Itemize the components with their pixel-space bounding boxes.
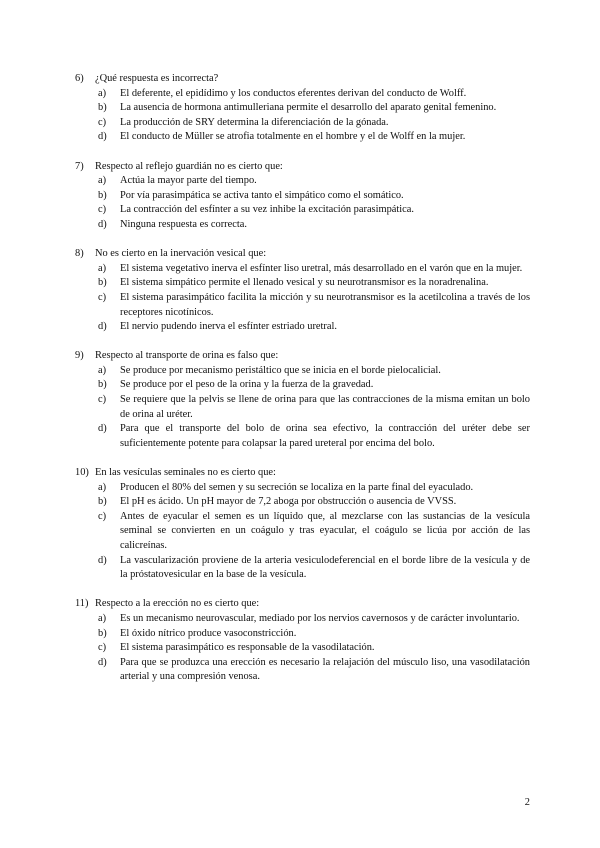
option-c bbox=[75, 510, 530, 554]
option-label: d) bbox=[98, 131, 107, 143]
question-number: 8) bbox=[75, 248, 84, 260]
option-label: b) bbox=[98, 277, 107, 289]
option-label: d) bbox=[98, 218, 107, 230]
option-c bbox=[75, 393, 530, 422]
option-text: La contracción del esfínter a su vez inhibe la excitación parasimpática. bbox=[120, 204, 414, 216]
option-label: c) bbox=[98, 204, 107, 216]
option-label: a) bbox=[98, 481, 107, 493]
option-text: La producción de SRY determina la diferenciación de la gónada. bbox=[120, 116, 389, 128]
option-text: El pH es ácido. Un pH mayor de 7,2 aboga por obstrucción o ausencia de VVSS. bbox=[120, 496, 457, 508]
option-label: d) bbox=[98, 423, 107, 435]
option-text: La ausencia de hormona antimulleriana permite el desarrollo del aparato genital femenino. bbox=[120, 102, 497, 114]
option-a bbox=[75, 262, 530, 277]
option-a bbox=[75, 481, 530, 496]
option-d bbox=[75, 320, 530, 335]
option-label: d) bbox=[98, 321, 107, 333]
option-label: a) bbox=[98, 175, 107, 187]
option-text: Producen el 80% del semen y su secreción se localiza en la parte final del eyaculado. bbox=[120, 481, 474, 493]
option-text: Se requiere que la pelvis se llene de orina para que las contracciones de la misma emitan un bolo de orina al uréter. bbox=[120, 394, 530, 420]
option-label: b) bbox=[98, 189, 107, 201]
page-body bbox=[75, 72, 530, 700]
option-c bbox=[75, 116, 530, 131]
option-c bbox=[75, 291, 530, 320]
question-8 bbox=[75, 247, 530, 335]
option-text: El sistema simpático permite el llenado vesical y su neurotransmisor es la noradrenalina. bbox=[120, 277, 489, 289]
option-a bbox=[75, 174, 530, 189]
option-text: Es un mecanismo neurovascular, mediado por los nervios cavernosos y de carácter involuntario. bbox=[120, 612, 520, 624]
option-label: b) bbox=[98, 496, 107, 508]
option-b bbox=[75, 189, 530, 204]
option-a bbox=[75, 612, 530, 627]
question-text: Respecto al transporte de orina es falso que: bbox=[95, 350, 279, 362]
question-number: 10) bbox=[75, 467, 89, 479]
question-text: ¿Qué respuesta es incorrecta? bbox=[95, 73, 219, 84]
option-label: a) bbox=[98, 364, 107, 376]
question-number: 6) bbox=[75, 73, 84, 84]
option-text: La vascularización proviene de la arteria vesiculodeferencial en el borde libre de la vesícula y de la próstatovesicular en la base de la vesícula. bbox=[120, 554, 530, 581]
question-text: En las vesículas seminales no es cierto que: bbox=[95, 467, 276, 479]
option-label: c) bbox=[98, 394, 107, 406]
option-c bbox=[75, 203, 530, 218]
question-text: Respecto a la erección no es cierto que: bbox=[95, 598, 260, 610]
option-d bbox=[75, 554, 530, 583]
option-text: El sistema parasimpático es responsable de la vasodilatación. bbox=[120, 642, 375, 654]
option-text: Se produce por mecanismo peristáltico que se inicia en el borde pielocalicial. bbox=[120, 364, 441, 376]
option-text: El óxido nítrico produce vasoconstricción. bbox=[120, 627, 297, 639]
option-text: El deferente, el epidídimo y los conductos eferentes derivan del conducto de Wolff. bbox=[120, 87, 467, 99]
option-text: El sistema vegetativo inerva el esfínter liso uretral, más desarrollado en el varón que en la mujer. bbox=[120, 262, 523, 274]
option-label: b) bbox=[98, 102, 107, 114]
question-11 bbox=[75, 597, 530, 685]
option-text: Antes de eyacular el semen es un líquido que, al mezclarse con las sustancias de la vesícula seminal se convierten en un coágulo y tras eyacular, el coágulo se licúa por acción de las calicreínas. bbox=[120, 510, 530, 551]
option-label: c) bbox=[98, 510, 107, 522]
question-7 bbox=[75, 160, 530, 233]
option-text: Para que el transporte del bolo de orina sea efectivo, la contracción del uréter debe ser suficientemente potente para colapsar la pared ureteral por encima del bolo. bbox=[120, 423, 530, 449]
option-a bbox=[75, 87, 530, 102]
option-label: d) bbox=[98, 656, 107, 668]
option-text: El sistema parasimpático facilita la micción y su neurotransmisor es la acetilcolina a través de los receptores nicotínicos. bbox=[120, 291, 530, 318]
option-b bbox=[75, 495, 530, 510]
question-text: No es cierto en la inervación vesical que: bbox=[95, 248, 267, 260]
option-text: El conducto de Müller se atrofia totalmente en el hombre y el de Wolff en la mujer. bbox=[120, 131, 466, 143]
option-d bbox=[75, 422, 530, 451]
option-d bbox=[75, 656, 530, 685]
page-number: 2 bbox=[524, 797, 530, 808]
option-label: a) bbox=[98, 612, 107, 624]
question-number: 11) bbox=[75, 598, 89, 610]
question-number: 9) bbox=[75, 350, 84, 362]
option-c bbox=[75, 641, 530, 656]
question-9 bbox=[75, 349, 530, 451]
option-label: c) bbox=[98, 116, 107, 128]
option-b bbox=[75, 378, 530, 393]
question-text: Respecto al reflejo guardián no es cierto que: bbox=[95, 160, 283, 172]
option-label: a) bbox=[98, 87, 107, 99]
option-a bbox=[75, 364, 530, 379]
option-b bbox=[75, 101, 530, 116]
option-label: d) bbox=[98, 554, 107, 566]
option-b bbox=[75, 627, 530, 642]
option-label: a) bbox=[98, 262, 107, 274]
option-text: Actúa la mayor parte del tiempo. bbox=[120, 175, 257, 187]
option-label: b) bbox=[98, 379, 107, 391]
option-text: Para que se produzca una erección es necesario la relajación del músculo liso, una vasodilatación arterial y una compresión venosa. bbox=[120, 656, 530, 683]
option-text: El nervio pudendo inerva el esfínter estriado uretral. bbox=[120, 321, 337, 333]
option-label: b) bbox=[98, 627, 107, 639]
option-label: c) bbox=[98, 291, 107, 303]
option-b bbox=[75, 276, 530, 291]
question-10 bbox=[75, 466, 530, 583]
option-d bbox=[75, 130, 530, 145]
question-6 bbox=[75, 72, 530, 145]
question-number: 7) bbox=[75, 160, 84, 172]
option-text: Se produce por el peso de la orina y la fuerza de la gravedad. bbox=[120, 379, 374, 391]
option-text: Por vía parasimpática se activa tanto el simpático como el somático. bbox=[120, 189, 404, 201]
option-text: Ninguna respuesta es correcta. bbox=[120, 218, 247, 230]
option-label: c) bbox=[98, 642, 107, 654]
option-d bbox=[75, 218, 530, 233]
